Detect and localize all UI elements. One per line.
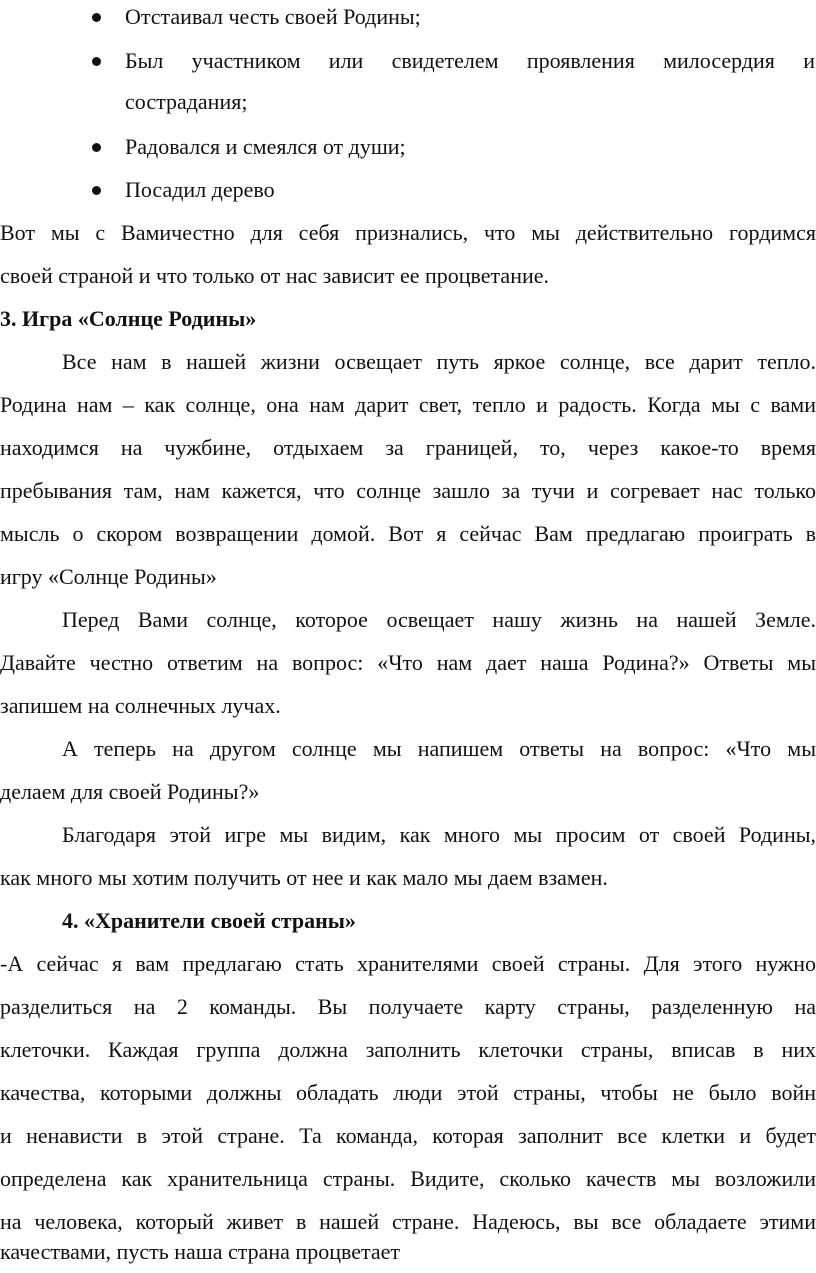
list-item-continuation (0, 81, 816, 123)
paragraph-text: Перед Вами солнце, которое освещает нашу жизнь на нашей Земле. (62, 607, 816, 632)
paragraph-text: качества, которыми должны обладать люди этой страны, чтобы не было войн (0, 1080, 816, 1105)
paragraph-text: как много мы хотим получить от нее и как мало мы даем взамен. (0, 865, 608, 890)
paragraph-text: -А сейчас я вам предлагаю стать хранителями своей страны. Для этого нужно (0, 951, 816, 976)
paragraph-text: качествами, пусть наша страна процветает (0, 1239, 401, 1264)
paragraph-text: Давайте честно ответим на вопрос: «Что нам дает наша Родина?» Ответы мы (0, 650, 816, 675)
paragraph-line (0, 642, 816, 684)
heading-text: 3. Игра «Солнце Родины» (0, 306, 257, 331)
paragraph-line (0, 1158, 816, 1200)
paragraph-text: находимся на чужбине, отдыхаем за границей, то, через какое-то время (0, 435, 816, 460)
bullet-icon (92, 57, 101, 66)
paragraph-line (0, 341, 816, 383)
paragraph-text: Родина нам – как солнце, она нам дарит свет, тепло и радость. Когда мы с вами (0, 392, 816, 417)
list-item (0, 169, 816, 211)
paragraph-line (0, 599, 816, 641)
heading-text: 4. «Хранители своей страны» (62, 908, 356, 933)
paragraph-text: своей страной и что только от нас зависит ее процветание. (0, 263, 550, 288)
paragraph-line (0, 857, 816, 899)
list-item-text: сострадания; (125, 89, 248, 114)
paragraph-line (0, 1231, 816, 1273)
paragraph-line (0, 556, 816, 598)
section-heading (0, 900, 816, 942)
list-item-text: Посадил дерево (125, 177, 275, 202)
paragraph-line (0, 1029, 816, 1071)
paragraph-line (0, 384, 816, 426)
paragraph-text: Благодаря этой игре мы видим, как много мы просим от своей Родины, (62, 822, 816, 847)
paragraph-line (0, 255, 816, 297)
bullet-icon (92, 143, 101, 152)
paragraph-line (0, 513, 816, 555)
list-item (0, 0, 816, 38)
paragraph-text: пребывания там, нам кажется, что солнце зашло за тучи и согревает нас только (0, 478, 816, 503)
paragraph-line (0, 1072, 816, 1114)
paragraph-text: игру «Солнце Родины» (0, 564, 217, 589)
paragraph-line (0, 470, 816, 512)
paragraph-line (0, 728, 816, 770)
list-item (0, 126, 816, 168)
paragraph-line (0, 1115, 816, 1157)
paragraph-line (0, 212, 816, 254)
paragraph-text: делаем для своей Родины?» (0, 779, 260, 804)
paragraph-line (0, 814, 816, 856)
bullet-icon (92, 13, 101, 22)
list-item (0, 40, 816, 82)
bullet-icon (92, 186, 101, 195)
paragraph-line (0, 943, 816, 985)
paragraph-text: и ненависти в этой стране. Та команда, которая заполнит все клетки и будет (0, 1123, 816, 1148)
paragraph-line (0, 427, 816, 469)
list-item-text: Отстаивал честь своей Родины; (125, 4, 421, 29)
paragraph-text: определена как хранительница страны. Видите, сколько качеств мы возложили (0, 1166, 816, 1191)
paragraph-text: запишем на солнечных лучах. (0, 693, 281, 718)
paragraph-line (0, 685, 816, 727)
list-item-text: Радовался и смеялся от души; (125, 134, 406, 159)
paragraph-line (0, 986, 816, 1028)
paragraph-text: на человека, который живет в нашей стране. Надеюсь, вы все обладаете этими (0, 1209, 816, 1234)
paragraph-text: Вот мы с Вамичестно для себя признались, что мы действительно гордимся (0, 220, 816, 245)
paragraph-text: А теперь на другом солнце мы напишем ответы на вопрос: «Что мы (62, 736, 816, 761)
paragraph-line (0, 771, 816, 813)
paragraph-text: Все нам в нашей жизни освещает путь яркое солнце, все дарит тепло. (62, 349, 816, 374)
paragraph-text: клеточки. Каждая группа должна заполнить клеточки страны, вписав в них (0, 1037, 816, 1062)
section-heading (0, 298, 816, 340)
list-item-text: Был участником или свидетелем проявления милосердия и (125, 48, 815, 73)
paragraph-text: мысль о скором возвращении домой. Вот я сейчас Вам предлагаю проиграть в (0, 521, 816, 546)
paragraph-text: разделиться на 2 команды. Вы получаете карту страны, разделенную на (0, 994, 816, 1019)
